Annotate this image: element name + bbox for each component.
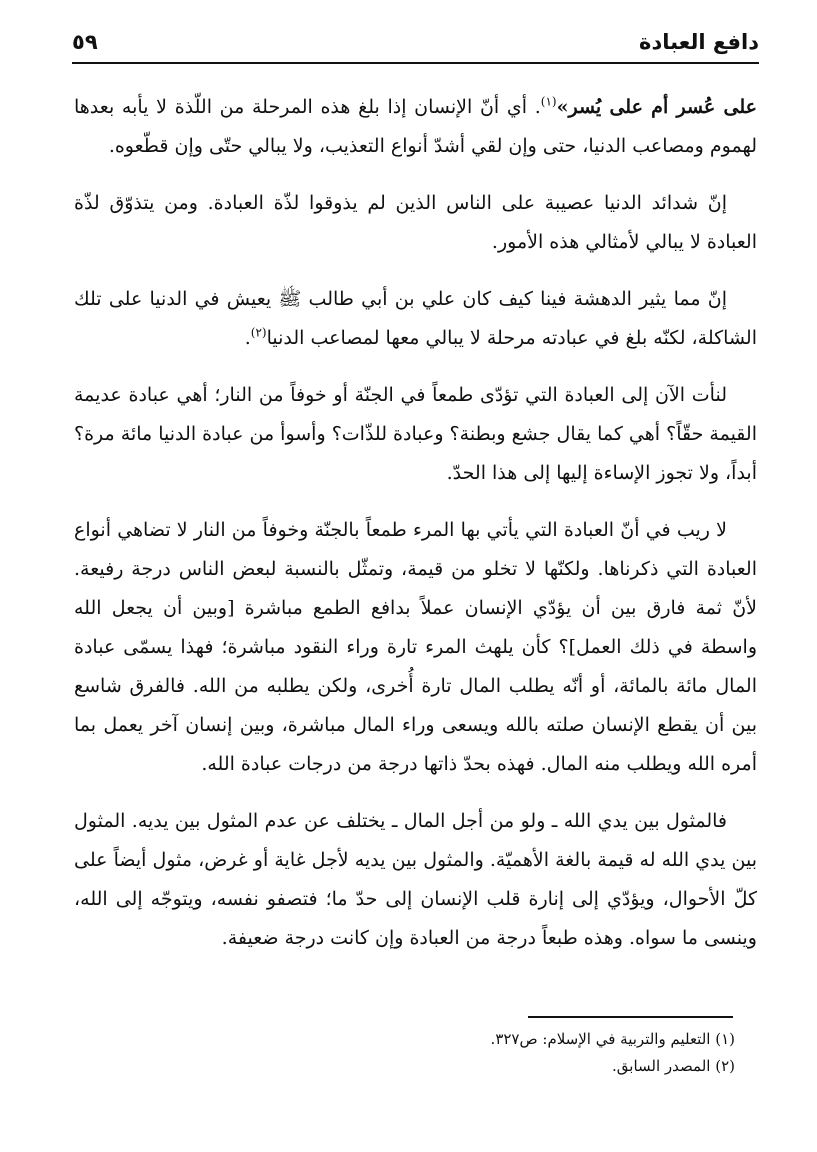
- paragraph-4-text: لنأت الآن إلى العبادة التي تؤدّى طمعاً في الجنّة أو خوفاً من النار؛ أهي عبادة عديمة القيمة حقّاً؟ أهي كما يقال جشع وبطنة؟ وعبادة للذّات؟ وأسوأ من عبادة الدنيا مائة مرة؟ أبداً، ولا تجوز الإساءة إليها إلى هذا الحدّ.: [74, 384, 757, 484]
- bold-quote-end: على عُسر أم على يُسر»: [556, 96, 757, 118]
- paragraph-4: [74, 376, 757, 493]
- header-rule: [72, 62, 759, 64]
- footnote-ref-2: (٢): [250, 325, 267, 340]
- paragraph-5: [74, 511, 757, 784]
- paragraph-3: [74, 280, 757, 358]
- footnote-1: (١) التعليم والتربية في الإسلام: ص٣٢٧.: [490, 1030, 735, 1048]
- footnotes: [74, 1026, 735, 1080]
- paragraph-2: [74, 184, 757, 262]
- paragraph-3-tail: .: [244, 327, 251, 349]
- running-title: دافع العبادة: [639, 30, 759, 54]
- paragraph-2-text: إنّ شدائد الدنيا عصيبة على الناس الذين لم يذوقوا لذّة العبادة. ومن يتذوّق لذّة العبادة لا يبالي لأمثالي هذه الأمور.: [74, 192, 757, 253]
- paragraph-6: [74, 802, 757, 958]
- footnote-2: (٢) المصدر السابق.: [612, 1057, 735, 1075]
- footnote-rule: [528, 1016, 733, 1018]
- footnote-ref-1: (١): [540, 94, 557, 109]
- paragraph-1: [74, 88, 757, 166]
- body-text: [74, 88, 757, 976]
- page-header: [72, 24, 759, 64]
- paragraph-5-text: لا ريب في أنّ العبادة التي يأتي بها المرء طمعاً بالجنّة وخوفاً من النار لا تضاهي أنواع العبادة التي ذكرناها. ولكنّها لا تخلو من قيمة، وتمثّل بالنسبة لبعض الناس درجة رفيعة. لأنّ ثمة فارق بين أن يؤدّي الإنسان عملاً بدافع الطمع مباشرة [وبين أن يجعل الله واسطة في ذلك العمل]؟ كأن يلهث المرء تارة وراء النقود مباشرة؛ فهذا يسمّى عبادة المال مائة بالمائة، أو أنّه يطلب المال تارة أُخرى، ولكن يطلبه من الله. فالفرق شاسع بين أن يقطع الإنسان صلته بالله ويسعى وراء المال مباشرة، وبين إنسان آخر يعمل بما أمره الله ويطلب منه المال. فهذه بحدّ ذاتها درجة من درجات عبادة الله.: [74, 519, 757, 775]
- paragraph-3-text: إنّ مما يثير الدهشة فينا كيف كان علي بن أبي طالب ﷺ يعيش في الدنيا على تلك الشاكلة، لكنّه بلغ في عبادته مرحلة لا يبالي معها لمصاعب الدنيا: [74, 288, 757, 349]
- page-number: ٥٩: [72, 30, 98, 54]
- paragraph-6-text: فالمثول بين يدي الله ـ ولو من أجل المال ـ يختلف عن عدم المثول بين يديه. المثول بين يدي الله له قيمة بالغة الأهميّة. والمثول بين يديه لأجل غاية أو غرض، مثول أيضاً على كلّ الأحوال، ويؤدّي إلى إنارة قلب الإنسان إلى حدّ ما؛ فتصفو نفسه، ويتوجّه إلى الله، وينسى ما سواه. وهذه طبعاً درجة من العبادة وإن كانت درجة ضعيفة.: [74, 810, 757, 949]
- paragraph-1-text: . أي أنّ الإنسان إذا بلغ هذه المرحلة من اللّذة لا يأبه بعدها لهموم ومصاعب الدنيا، حتى وإن لقي أشدّ أنواع التعذيب، ولا يبالي حتّى وإن قطّعوه.: [74, 96, 757, 157]
